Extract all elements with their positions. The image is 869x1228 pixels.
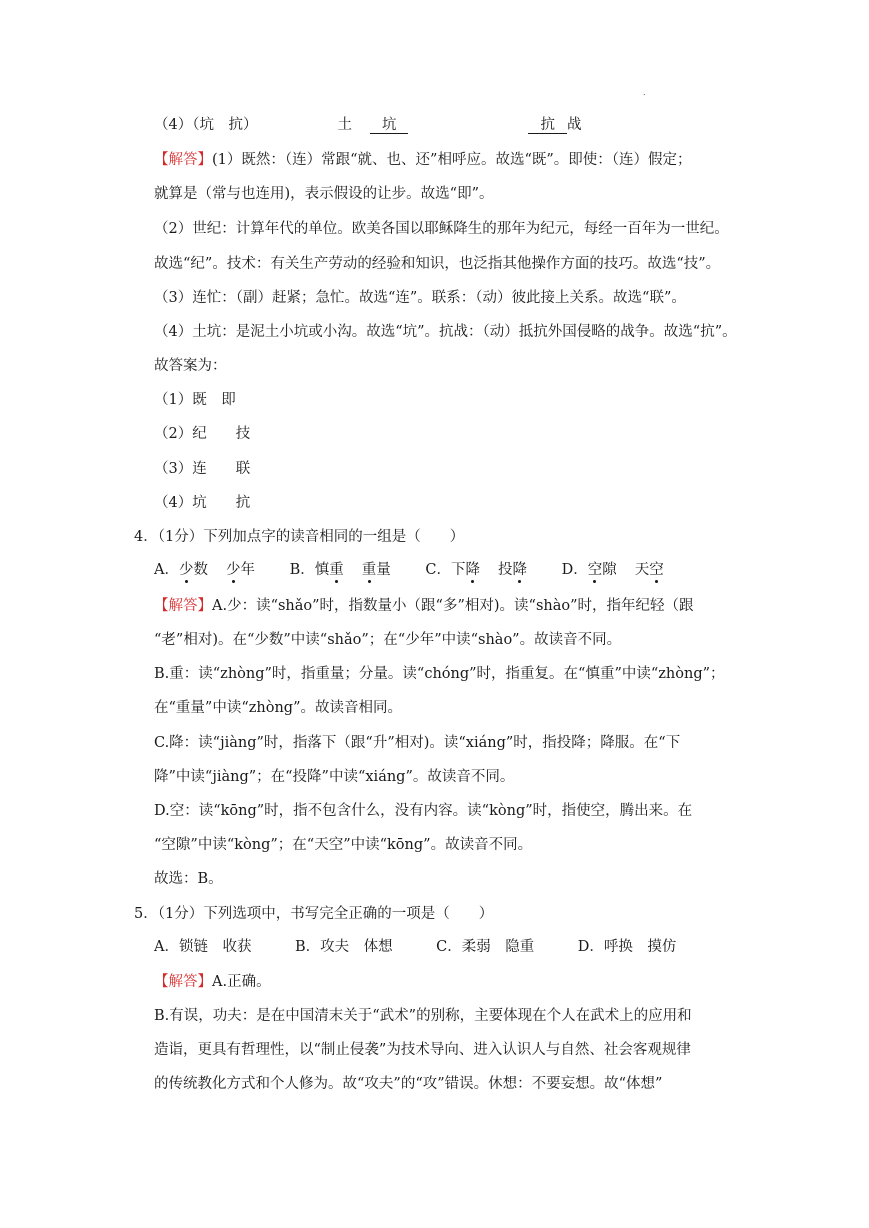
answer-line: 【解答】A.正确。 [154, 974, 271, 990]
answer-line: D.空：读“kōng”时，指不包含什么，没有内容。读“kòng”时，指使空，腾出来。在 [154, 803, 693, 819]
answer-line: 在“重量”中读“zhòng”。故读音相同。 [154, 700, 402, 716]
answer-line: （2）世纪：计算年代的单位。欧美各国以耶稣降生的那年为纪元，每经一百年为一世纪。 [154, 221, 729, 237]
dotted-char: 重 [361, 562, 377, 578]
dotted-char: 降 [465, 562, 480, 578]
page-dot: . [643, 88, 646, 97]
answer-result: （4）坑 抗 [154, 495, 251, 511]
question-5-stem: 5．（1分）下列选项中，书写完全正确的一项是（ ） [134, 906, 494, 922]
fill-left-char: 土 [337, 117, 352, 133]
answer-tag: 【解答】 [154, 598, 212, 614]
dotted-char: 重 [329, 562, 344, 578]
question-5-options: A．锁链 收获 B．攻夫 体想 C．柔弱 隐重 D．呼换 摸仿 [154, 939, 677, 955]
answer-line: B.有误，功夫：是在中国清末关于“武术”的别称，主要体现在个人在武术上的应用和 [154, 1008, 692, 1024]
answer-line: “老”相对)。在“少数”中读“shǎo”；在“少年”中读“shào”。故读音不同。 [154, 632, 622, 648]
dotted-char: 降 [512, 562, 527, 578]
fill-right-char: 战 [566, 117, 582, 133]
dotted-char: 少 [225, 562, 241, 578]
dotted-char: 少 [178, 562, 194, 578]
answer-line: （4）土坑：是泥土小坑或小沟。故选“坑”。抗战：（动）抵抗外国侵略的战争。故选“抗”。 [154, 324, 737, 340]
answer-line: 【解答】(1）既然：（连）常跟“就、也、还”相呼应。故选“既”。即使：（连）假定； [154, 152, 692, 168]
question-4-stem: 4．（1分）下列加点字的读音相同的一组是（ ） [134, 529, 465, 545]
fill-right-blank: 抗 [528, 117, 567, 134]
answer-line: C.降：读“jiàng”时，指落下（跟“升”相对)。读“xiáng”时，指投降；降服。在“下 [154, 735, 681, 751]
answer-result: （3）连 联 [154, 461, 251, 477]
answer-line: 【解答】A.少：读“shǎo”时，指数量小（跟“多”相对)。读“shào”时，指年纪轻（跟 [154, 598, 694, 614]
answer-line: 降”中读“jiàng”；在“投降”中读“xiáng”。故读音不同。 [154, 769, 515, 785]
answer-result: （1）既 即 [154, 392, 236, 408]
fill-in-item-4 [154, 115, 581, 135]
answer-line: 造诣，更具有哲理性，以“制止侵袭”为技术导向、进入认识人与自然、社会客观规律 [154, 1042, 691, 1058]
answer-line: （3）连忙：（副）赶紧；急忙。故选“连”。联系：（动）彼此接上关系。故选“联”。 [154, 290, 686, 306]
answer-result: 故选：B。 [154, 871, 223, 887]
fill-left-blank: 坑 [370, 117, 409, 134]
answer-line: “空隙”中读“kòng”；在“天空”中读“kōng”。故读音不同。 [154, 837, 533, 853]
answer-line: B.重：读“zhòng”时，指重量；分量。读“chóng”时，指重复。在“慎重”中读“zhòng”； [154, 666, 725, 682]
answer-line: 的传统教化方式和个人修为。故“攻夫”的“攻”错误。休想：不要妄想。故“体想” [154, 1076, 663, 1092]
dotted-char: 空 [587, 562, 603, 578]
answer-result: （2）纪 技 [154, 426, 251, 442]
fill-label: （4）（坑 抗） [154, 117, 258, 133]
answer-tag: 【解答】 [154, 152, 212, 168]
answer-line: 故答案为： [154, 358, 227, 374]
answer-line: 就算是（常与也连用)，表示假设的让步。故选“即”。 [154, 186, 494, 202]
answer-tag: 【解答】 [154, 974, 212, 990]
answer-line: 故选“纪”。技术：有关生产劳动的经验和知识，也泛指其他操作方面的技巧。故选“技”。 [154, 256, 721, 272]
question-4-options: A．少数 少年 B．慎重 重量 C．下降 投降 D．空隙 天空 [154, 562, 664, 578]
dotted-char: 空 [649, 562, 664, 578]
